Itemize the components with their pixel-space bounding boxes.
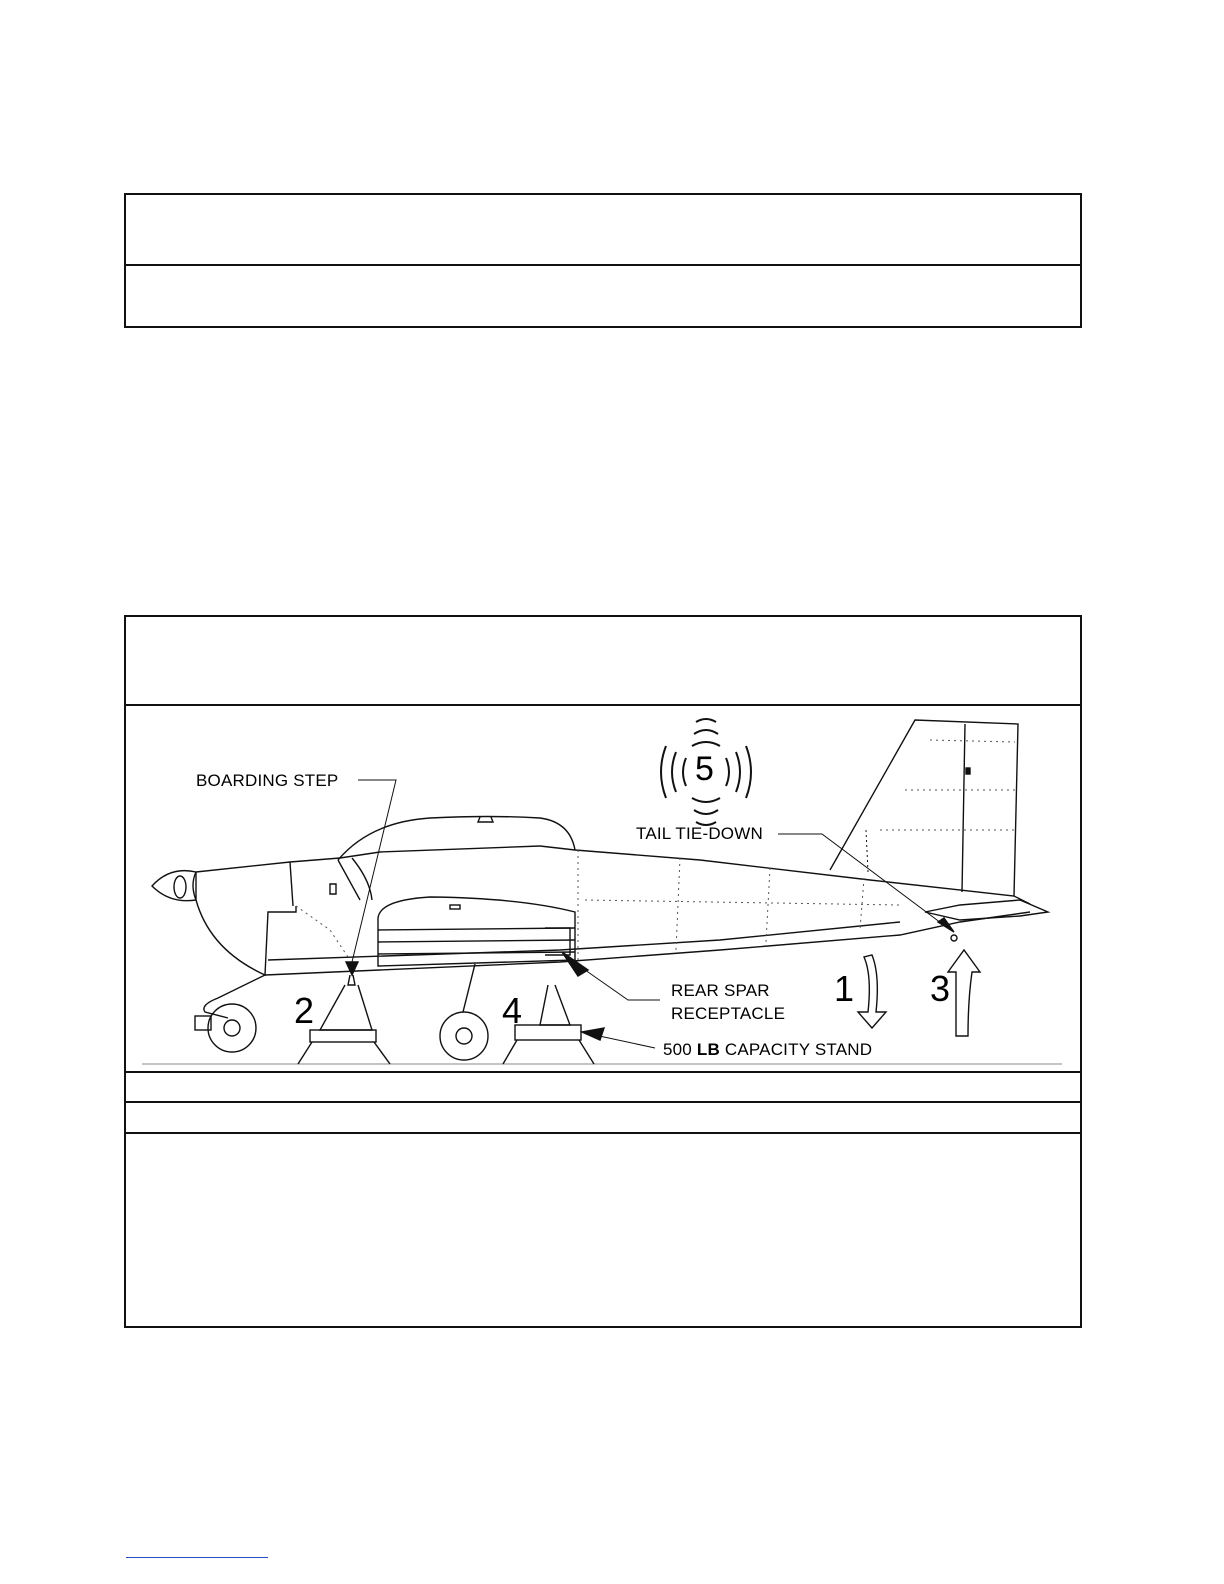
tail-tie-down-label: TAIL TIE-DOWN bbox=[636, 824, 763, 843]
step-number-4: 4 bbox=[502, 990, 523, 1031]
rear-spar-label-line2: RECEPTACLE bbox=[671, 1004, 786, 1023]
step-number-2: 2 bbox=[294, 990, 315, 1031]
stand-capacity-unit: LB bbox=[696, 1040, 720, 1059]
tail-tie-down-leader bbox=[778, 834, 945, 926]
stand-capacity-prefix: 500 bbox=[663, 1040, 697, 1059]
arrow-down bbox=[858, 955, 886, 1028]
arrow-up bbox=[948, 950, 980, 1036]
step-number-5: 5 bbox=[695, 750, 714, 788]
main-wheel bbox=[440, 1012, 488, 1060]
stand-capacity-label bbox=[663, 1040, 872, 1060]
stand-rear-spar bbox=[540, 985, 570, 1025]
main-gear-leg bbox=[463, 964, 475, 1012]
step-number-1: 1 bbox=[834, 968, 855, 1009]
vertical-stabilizer bbox=[830, 720, 1018, 896]
stand-capacity-suffix: CAPACITY STAND bbox=[719, 1040, 873, 1059]
boarding-step-leader bbox=[352, 780, 396, 962]
rear-spar-leader bbox=[568, 958, 660, 1000]
nose-gear-leg bbox=[204, 975, 265, 1018]
footnote-separator bbox=[126, 1557, 268, 1558]
boarding-step-label: BOARDING STEP bbox=[196, 771, 339, 790]
rear-spar-label-line1: REAR SPAR bbox=[671, 981, 770, 1000]
cowling bbox=[196, 858, 340, 975]
step-number-3: 3 bbox=[930, 968, 951, 1009]
stand-boarding-step bbox=[320, 975, 372, 1030]
fuselage-top bbox=[540, 846, 1030, 904]
nose-wheel bbox=[208, 1004, 256, 1052]
